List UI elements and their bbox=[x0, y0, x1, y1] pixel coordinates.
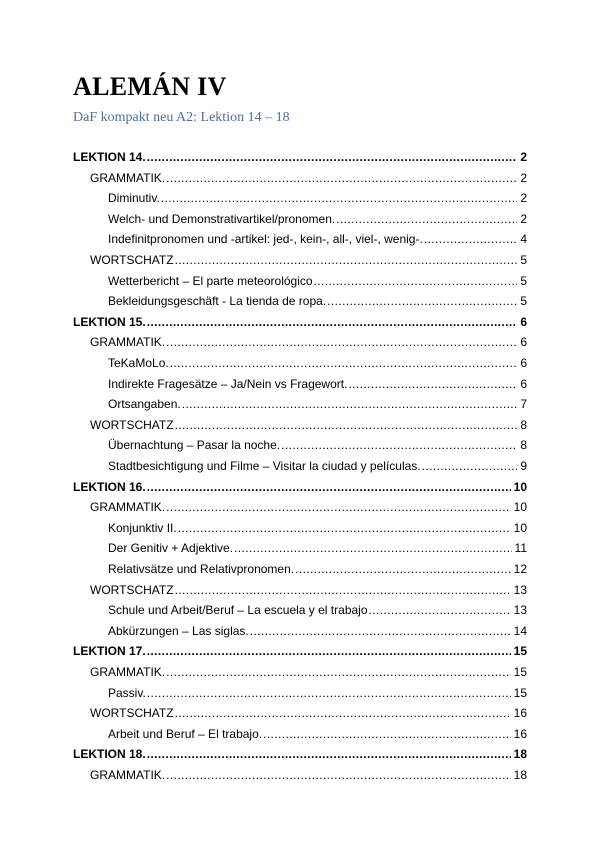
toc-section-entry[interactable] bbox=[90, 169, 527, 187]
toc-page-number: 2 bbox=[520, 170, 527, 185]
toc-topic-entry[interactable] bbox=[108, 519, 527, 537]
toc-section-entry[interactable] bbox=[90, 663, 527, 681]
toc-page-number: 8 bbox=[520, 438, 527, 453]
toc-page-number: 16 bbox=[513, 726, 527, 741]
toc-page-number: 15 bbox=[513, 685, 527, 700]
toc-page-number: 18 bbox=[513, 747, 527, 762]
toc-entry-label: Welch- und Demonstrativartikel/pronomen. bbox=[108, 211, 336, 226]
toc-page-number: 6 bbox=[520, 314, 527, 329]
toc-topic-entry[interactable] bbox=[108, 375, 527, 393]
toc-dot-leader bbox=[166, 766, 511, 784]
toc-section-entry[interactable] bbox=[90, 251, 527, 269]
toc-section-entry[interactable] bbox=[90, 766, 527, 784]
toc-topic-entry[interactable] bbox=[108, 622, 527, 640]
toc-page-number: 13 bbox=[513, 603, 527, 618]
toc-topic-entry[interactable] bbox=[108, 189, 527, 207]
toc-entry-label: GRAMMATIK. bbox=[90, 665, 166, 679]
toc-entry-label: Der Genitiv + Adjektive. bbox=[108, 541, 234, 556]
toc-dot-leader bbox=[166, 498, 511, 516]
toc-dot-leader bbox=[369, 601, 511, 619]
toc-page-number: 7 bbox=[520, 397, 527, 412]
toc-dot-leader bbox=[147, 642, 511, 660]
toc-page-number: 15 bbox=[513, 644, 527, 659]
toc-dot-leader bbox=[175, 581, 511, 599]
toc-section-entry[interactable] bbox=[90, 581, 527, 599]
toc-page-number: 2 bbox=[520, 150, 527, 164]
toc-entry-label: TeKaMoLo. bbox=[108, 356, 169, 370]
toc-entry-label: Wetterbericht – El parte meteorológico bbox=[108, 273, 313, 288]
toc-entry-label: LEKTION 16. bbox=[73, 479, 146, 494]
toc-topic-entry[interactable] bbox=[108, 539, 527, 557]
toc-lesson-entry[interactable] bbox=[73, 745, 527, 763]
toc-dot-leader bbox=[147, 745, 511, 763]
toc-dot-leader bbox=[178, 519, 511, 537]
toc-page-number: 10 bbox=[513, 479, 527, 494]
toc-dot-leader bbox=[147, 684, 511, 702]
toc-entry-label: WORTSCHATZ bbox=[90, 706, 174, 721]
toc-page-number: 14 bbox=[513, 623, 527, 638]
toc-topic-entry[interactable] bbox=[108, 354, 527, 372]
toc-lesson-entry[interactable] bbox=[73, 478, 527, 496]
toc-entry-label: WORTSCHATZ bbox=[90, 582, 174, 597]
toc-page-number: 11 bbox=[514, 541, 527, 556]
document-title: ALEMÁN IV bbox=[73, 72, 227, 101]
toc-topic-entry[interactable] bbox=[108, 210, 527, 228]
toc-topic-entry[interactable] bbox=[108, 684, 527, 702]
toc-topic-entry[interactable] bbox=[108, 457, 527, 475]
toc-topic-entry[interactable] bbox=[108, 230, 527, 248]
toc-entry-label: Arbeit und Beruf – El trabajo. bbox=[108, 726, 263, 741]
toc-section-entry[interactable] bbox=[90, 416, 527, 434]
toc-entry-label: Abkürzungen – Las siglas. bbox=[108, 623, 249, 638]
toc-topic-entry[interactable] bbox=[108, 725, 527, 743]
toc-entry-label: Passiv. bbox=[108, 685, 146, 700]
toc-entry-label: Ortsangaben. bbox=[108, 397, 181, 412]
toc-dot-leader bbox=[175, 416, 518, 434]
toc-dot-leader bbox=[147, 478, 511, 496]
toc-entry-label: LEKTION 18. bbox=[73, 747, 146, 762]
toc-page-number: 8 bbox=[520, 417, 527, 432]
toc-lesson-entry[interactable] bbox=[73, 313, 527, 331]
toc-page-number: 9 bbox=[520, 459, 527, 473]
toc-page-number: 10 bbox=[513, 500, 527, 515]
toc-page-number: 15 bbox=[513, 665, 527, 679]
toc-dot-leader bbox=[263, 725, 511, 743]
toc-lesson-entry[interactable] bbox=[73, 642, 527, 660]
toc-entry-label: WORTSCHATZ bbox=[90, 417, 174, 432]
toc-dot-leader bbox=[147, 313, 518, 331]
toc-dot-leader bbox=[234, 539, 511, 557]
toc-entry-label: GRAMMATIK. bbox=[90, 335, 166, 350]
toc-entry-label: Stadtbesichtigung und Filme – Visitar la ciudad y películas. bbox=[108, 459, 421, 473]
toc-page-number: 10 bbox=[513, 520, 527, 535]
toc-entry-label: Relativsätze und Relativpronomen. bbox=[108, 562, 295, 576]
toc-dot-leader bbox=[348, 375, 517, 393]
toc-page-number: 5 bbox=[520, 253, 527, 267]
toc-topic-entry[interactable] bbox=[108, 560, 527, 578]
toc-page-number: 6 bbox=[520, 335, 527, 350]
toc-entry-label: Schule und Arbeit/Beruf – La escuela y el trabajo bbox=[108, 603, 368, 618]
toc-page-number: 2 bbox=[520, 211, 527, 226]
toc-topic-entry[interactable] bbox=[108, 601, 527, 619]
toc-dot-leader bbox=[422, 457, 518, 475]
toc-topic-entry[interactable] bbox=[108, 395, 527, 413]
toc-entry-label: Indirekte Fragesätze – Ja/Nein vs Fragewort. bbox=[108, 376, 348, 391]
toc-page-number: 5 bbox=[520, 273, 527, 288]
toc-topic-entry[interactable] bbox=[108, 272, 527, 290]
document-subtitle: DaF kompakt neu A2: Lektion 14 – 18 bbox=[73, 110, 290, 125]
toc-page-number: 6 bbox=[520, 376, 527, 391]
toc-page-number: 5 bbox=[520, 294, 527, 309]
toc-page-number: 2 bbox=[520, 191, 527, 206]
toc-entry-label: WORTSCHATZ bbox=[90, 253, 174, 267]
toc-entry-label: Bekleidungsgeschäft - La tienda de ropa. bbox=[108, 294, 327, 309]
toc-dot-leader bbox=[166, 663, 511, 681]
toc-dot-leader bbox=[170, 354, 518, 372]
toc-entry-label: Indefinitpronomen und -artikel: jed-, kein-, all-, viel-, wenig-. bbox=[108, 232, 423, 247]
toc-page-number: 18 bbox=[513, 768, 527, 782]
toc-entry-label: LEKTION 15. bbox=[73, 314, 146, 329]
toc-dot-leader bbox=[336, 210, 517, 228]
toc-lesson-entry[interactable] bbox=[73, 148, 527, 166]
toc-section-entry[interactable] bbox=[90, 704, 527, 722]
toc-dot-leader bbox=[250, 622, 511, 640]
toc-page-number: 4 bbox=[520, 232, 527, 247]
toc-section-entry[interactable] bbox=[90, 498, 527, 516]
toc-dot-leader bbox=[166, 169, 517, 187]
toc-entry-label: Konjunktiv II. bbox=[108, 520, 177, 535]
toc-dot-leader bbox=[175, 251, 518, 269]
toc-entry-label: GRAMMATIK. bbox=[90, 500, 166, 515]
toc-page-number: 6 bbox=[520, 356, 527, 370]
toc-entry-label: Übernachtung – Pasar la noche. bbox=[108, 438, 281, 453]
toc-entry-label: GRAMMATIK. bbox=[90, 170, 166, 185]
toc-entry-label: GRAMMATIK. bbox=[90, 768, 166, 782]
toc-dot-leader bbox=[281, 436, 517, 454]
toc-dot-leader bbox=[161, 189, 518, 207]
toc-dot-leader bbox=[182, 395, 518, 413]
toc-dot-leader bbox=[424, 230, 518, 248]
toc-entry-label: LEKTION 14. bbox=[73, 150, 146, 164]
toc-page-number: 16 bbox=[513, 706, 527, 721]
toc-dot-leader bbox=[314, 272, 518, 290]
toc-dot-leader bbox=[295, 560, 511, 578]
toc-page-number: 13 bbox=[513, 582, 527, 597]
toc-dot-leader bbox=[175, 704, 511, 722]
toc-dot-leader bbox=[166, 333, 517, 351]
toc-dot-leader bbox=[147, 148, 518, 166]
toc-topic-entry[interactable] bbox=[108, 436, 527, 454]
toc-page-number: 12 bbox=[513, 562, 527, 576]
toc-topic-entry[interactable] bbox=[108, 292, 527, 310]
toc-section-entry[interactable] bbox=[90, 333, 527, 351]
toc-entry-label: Diminutiv. bbox=[108, 191, 160, 206]
toc-dot-leader bbox=[327, 292, 517, 310]
toc-entry-label: LEKTION 17. bbox=[73, 644, 146, 659]
